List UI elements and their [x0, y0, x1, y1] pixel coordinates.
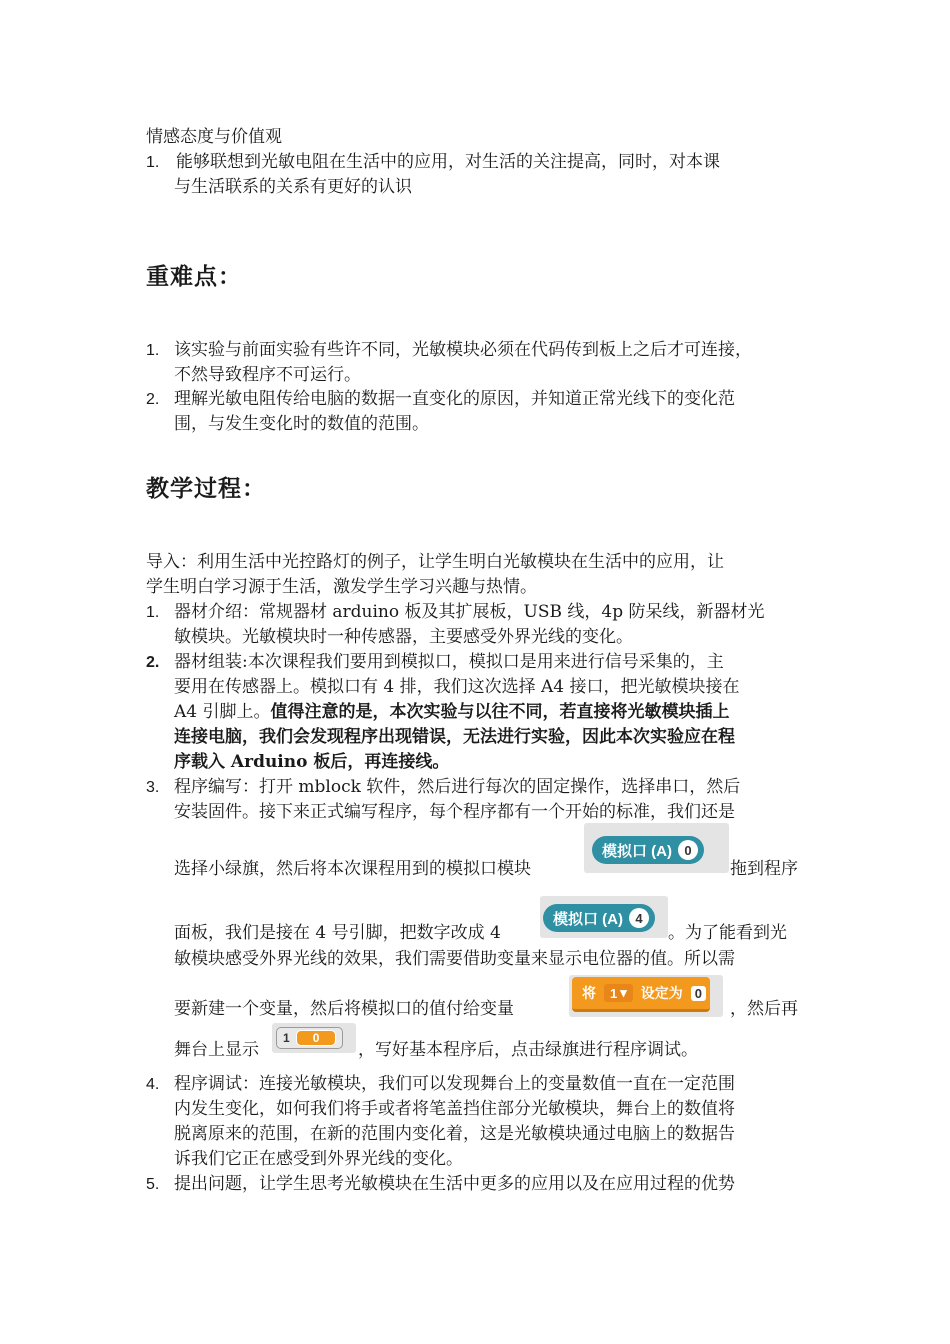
set-variable-block	[572, 977, 710, 1012]
list-item-line: 器材组装:本次课程我们要用到模拟口，模拟口是用来进行信号采集的，主	[174, 652, 724, 672]
list-item-line: 理解光敏电阻传给电脑的数据一直变化的原因，并知道正常光线下的变化范	[174, 389, 735, 409]
list-item-line: 要用在传感器上。模拟口有 4 排，我们这次选择 A4 接口，把光敏模块接在	[174, 677, 740, 697]
list-number: 4.	[146, 1076, 160, 1093]
process-heading: 教学过程：	[146, 475, 266, 502]
list-item-line: 诉我们它正在感受到外界光线的变化。	[174, 1149, 463, 1169]
list-item-line: 脱离原来的范围，在新的范围内变化着，这是光敏模块通过电脑上的数据告	[174, 1124, 735, 1144]
list-item-line: 安装固件。接下来正式编写程序，每个程序都有一个开始的标准，我们还是	[174, 802, 735, 822]
monitor-value: 0	[296, 1030, 337, 1046]
dropdown-arrow-icon: ▾	[620, 985, 627, 1000]
list-item-line: 要新建一个变量，然后将模拟口的值付给变量	[174, 999, 514, 1019]
list-number: 1.	[146, 154, 160, 171]
block-mid: 设定为	[640, 985, 683, 1001]
plain-text: A4 引脚上。	[174, 702, 271, 722]
list-item-line: 能够联想到光敏电阻在生活中的应用，对生活的关注提高，同时，对本课	[176, 152, 720, 172]
list-item-line: 器材介绍：常规器材 arduino 板及其扩展板，USB 线，4p 防呆线，新器材光	[174, 602, 765, 622]
list-item-line: 围，与发生变化时的数值的范围。	[174, 414, 429, 434]
analog-port-block-0	[592, 836, 704, 864]
list-item-line: 敏模块感受外界光线的效果，我们需要借助变量来显示电位器的值。所以需	[174, 949, 735, 969]
list-item-line: 面板，我们是接在 4 号引脚，把数字改成 4	[174, 923, 501, 943]
list-number: 2.	[146, 391, 160, 408]
list-number: 1.	[146, 604, 160, 621]
block-label: 模拟口 (A)	[553, 910, 623, 928]
list-number: 5.	[146, 1176, 160, 1193]
attitude-title: 情感态度与价值观	[146, 127, 282, 147]
block-label: 模拟口 (A)	[602, 842, 672, 860]
list-number: 1.	[146, 342, 160, 359]
variable-dropdown	[604, 984, 633, 1002]
list-item-line: 不然导致程序不可运行。	[174, 365, 361, 385]
list-item-line: 舞台上显示	[174, 1040, 259, 1060]
list-number: 2.	[146, 654, 160, 671]
list-item-line: 拖到程序	[730, 859, 798, 879]
emphasis-line: 序载入 Arduino 板后，再连接线。	[174, 752, 450, 772]
block-value: 4	[629, 908, 649, 928]
monitor-name: 1	[283, 1031, 290, 1045]
variable-monitor	[276, 1027, 343, 1049]
list-number: 3.	[146, 779, 160, 796]
emphasis-text: 值得注意的是，本次实验与以往不同，若直接将光敏模块插上	[270, 702, 730, 722]
intro-line: 学生明白学习源于生活，激发学生学习兴趣与热情。	[146, 577, 537, 597]
variable-name: 1	[610, 985, 618, 1001]
list-item-line: 程序编写：打开 mblock 软件，然后进行每次的固定操作，选择串口，然后	[174, 777, 741, 797]
list-item-line: 与生活联系的关系有更好的认识	[174, 177, 412, 197]
list-item-line: 选择小绿旗，然后将本次课程用到的模拟口模块	[174, 859, 531, 879]
difficulty-heading: 重难点：	[146, 263, 242, 290]
list-item-line	[174, 700, 730, 725]
block-value: 0	[691, 986, 706, 1001]
list-item-line: 程序调试：连接光敏模块，我们可以发现舞台上的变量数值一直在一定范围	[174, 1074, 735, 1094]
list-item-line: 敏模块。光敏模块时一种传感器，主要感受外界光线的变化。	[174, 627, 633, 647]
emphasis-line: 连接电脑，我们会发现程序出现错误，无法进行实验，因此本次实验应在程	[174, 727, 735, 747]
list-item-line: 内发生变化，如何我们将手或者将笔盖挡住部分光敏模块，舞台上的数值将	[174, 1099, 735, 1119]
intro-line: 导入：利用生活中光控路灯的例子，让学生明白光敏模块在生活中的应用，让	[146, 552, 724, 572]
list-item-line: 。为了能看到光	[668, 923, 787, 943]
analog-port-block-4	[543, 904, 655, 932]
block-prefix: 将	[582, 985, 596, 1001]
list-item-line: 提出问题，让学生思考光敏模块在生活中更多的应用以及在应用过程的优势	[174, 1174, 735, 1194]
list-item-line: ，然后再	[730, 999, 798, 1019]
list-item-line: ，写好基本程序后，点击绿旗进行程序调试。	[358, 1040, 698, 1060]
list-item-line: 该实验与前面实验有些许不同，光敏模块必须在代码传到板上之后才可连接，	[174, 340, 752, 360]
block-value: 0	[678, 840, 698, 860]
